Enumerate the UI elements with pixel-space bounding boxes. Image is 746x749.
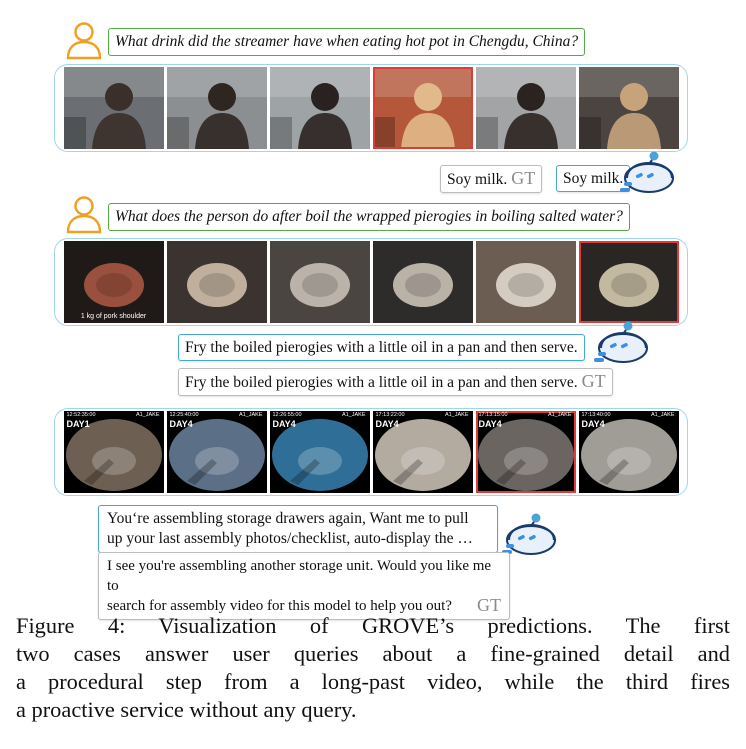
case3-video-frame — [373, 411, 473, 493]
frame-timestamp: 12:52:35:00 — [66, 412, 96, 418]
case3-frame-strip — [54, 408, 688, 496]
gt-answer-line: I see you're assembling another storage unit. Would you like me to — [107, 558, 492, 594]
case1-video-frame — [373, 67, 473, 149]
frame-camera-tag: A1_JAKE — [341, 412, 366, 418]
case3-video-frame — [167, 411, 267, 493]
gt-answer-text: Fry the boiled pierogies with a little oil in a pan and then serve. — [185, 374, 578, 391]
pred-answer-line: You‘re assembling storage drawers again, Want me to pull — [107, 510, 469, 527]
robot-icon — [616, 150, 678, 198]
frame-camera-tag: A1_JAKE — [238, 412, 263, 418]
frame-day-label: DAY4 — [169, 419, 193, 429]
frame-timestamp: 12:26:55:00 — [272, 412, 302, 418]
case2-video-frame — [64, 241, 164, 323]
case1-video-frame — [579, 67, 679, 149]
case2-video-frame — [270, 241, 370, 323]
case2-video-frame — [373, 241, 473, 323]
case3-video-frame — [476, 411, 576, 493]
case3-pred-answer — [98, 505, 498, 553]
gt-answer-line: search for assembly video for this model to help you out? — [107, 598, 452, 614]
frame-camera-tag: A1_JAKE — [135, 412, 160, 418]
gt-tag: GT — [477, 595, 501, 615]
figure-caption — [16, 612, 730, 724]
case2-gt-answer — [178, 368, 613, 396]
frame-caption-label: 1 kg of pork shoulder — [80, 313, 147, 320]
frame-day-label: DAY4 — [478, 419, 502, 429]
case2-frame-strip — [54, 238, 688, 326]
frame-timestamp: 17:13:22:00 — [375, 412, 405, 418]
frame-camera-tag: A1_JAKE — [650, 412, 675, 418]
pred-answer-line: up your last assembly photos/checklist, auto-display the … — [107, 530, 473, 547]
frame-timestamp: 17:13:15:00 — [478, 412, 508, 418]
case3-video-frame — [579, 411, 679, 493]
case1-video-frame — [167, 67, 267, 149]
frame-camera-tag: A1_JAKE — [444, 412, 469, 418]
frame-camera-tag: A1_JAKE — [547, 412, 572, 418]
gt-answer-text: Soy milk. — [447, 171, 508, 188]
user-icon — [64, 194, 104, 234]
frame-timestamp: 17:13:40:00 — [581, 412, 611, 418]
case1-question: What drink did the streamer have when eating hot pot in Chengdu, China? — [108, 28, 585, 56]
caption-line: a procedural step from a long-past video, while the third fires — [16, 669, 730, 694]
frame-day-label: DAY4 — [375, 419, 399, 429]
robot-icon — [590, 320, 652, 368]
case1-frame-strip — [54, 64, 688, 152]
case3-gt-answer — [98, 552, 510, 620]
frame-timestamp: 12:25:40:00 — [169, 412, 199, 418]
frame-day-label: DAY1 — [66, 419, 90, 429]
case1-video-frame — [476, 67, 576, 149]
caption-line: two cases answer user queries about a fine-grained detail and — [16, 641, 730, 666]
user-icon — [64, 20, 104, 60]
case3-video-frame — [64, 411, 164, 493]
gt-tag: GT — [581, 371, 606, 391]
case2-video-frame — [579, 241, 679, 323]
caption-line: a proactive service without any query. — [16, 697, 357, 722]
caption-line: Figure 4: Visualization of GROVE’s predictions. The first — [16, 613, 730, 638]
case1-pred-answer: Soy milk. — [556, 165, 630, 192]
gt-tag: GT — [511, 168, 536, 188]
case1-gt-answer — [440, 165, 542, 193]
case2-video-frame — [167, 241, 267, 323]
case2-question: What does the person do after boil the wrapped pierogies in boiling salted water? — [108, 203, 630, 231]
case2-pred-answer: Fry the boiled pierogies with a little oil in a pan and then serve. — [178, 334, 585, 361]
frame-day-label: DAY4 — [272, 419, 296, 429]
frame-day-label: DAY4 — [581, 419, 605, 429]
case1-video-frame — [64, 67, 164, 149]
case2-video-frame — [476, 241, 576, 323]
case1-video-frame — [270, 67, 370, 149]
case3-video-frame — [270, 411, 370, 493]
